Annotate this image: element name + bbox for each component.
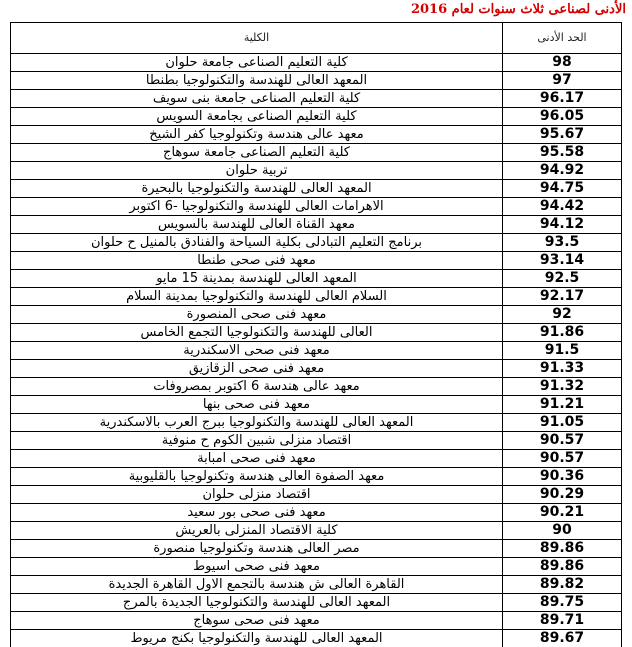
- table-row: [11, 90, 622, 108]
- min-score-cell: 89.75: [503, 594, 622, 612]
- college-name-cell: اقتصاد منزلى شبين الكوم ح منوفية: [11, 432, 503, 450]
- table-row: [11, 306, 622, 324]
- table-row: [11, 252, 622, 270]
- table-row: [11, 576, 622, 594]
- college-name-cell: معهد فنى صحى امبابة: [11, 450, 503, 468]
- college-name-cell: معهد فنى صحى بنها: [11, 396, 503, 414]
- college-name-cell: معهد الصفوة العالى هندسة وتكنولوجيا بالقليوبية: [11, 468, 503, 486]
- header-college: الكلية: [11, 23, 503, 54]
- college-name-cell: المعهد العالى للهندسة والتكنولوجيا بالبحيرة: [11, 180, 503, 198]
- college-name-cell: معهد فنى صحى الزقازيق: [11, 360, 503, 378]
- min-score-cell: 89.82: [503, 576, 622, 594]
- college-name-cell: المعهد العالى للهندسة والتكنولوجيا بكنج مريوط: [11, 630, 503, 647]
- table-row: [11, 180, 622, 198]
- college-name-cell: مصر العالى هندسة وتكنولوجيا منصورة: [11, 540, 503, 558]
- min-score-cell: 90.57: [503, 432, 622, 450]
- college-name-cell: المعهد العالى للهندسة والتكنولوجيا ببرج العرب بالاسكندرية: [11, 414, 503, 432]
- table-row: [11, 72, 622, 90]
- min-score-cell: 90.36: [503, 468, 622, 486]
- min-score-cell: 90: [503, 522, 622, 540]
- table-header-row: [11, 23, 622, 54]
- college-name-cell: العالى للهندسة والتكنولوجيا التجمع الخامس: [11, 324, 503, 342]
- min-score-cell: 94.92: [503, 162, 622, 180]
- min-score-cell: 96.05: [503, 108, 622, 126]
- college-name-cell: برنامج التعليم التبادلى بكلية السياحة والفنادق بالمنيل ح حلوان: [11, 234, 503, 252]
- college-name-cell: كلية التعليم الصناعى جامعة حلوان: [11, 54, 503, 72]
- min-score-cell: 93.14: [503, 252, 622, 270]
- min-score-cell: 90.29: [503, 486, 622, 504]
- college-name-cell: اقتصاد منزلى حلوان: [11, 486, 503, 504]
- table-row: [11, 108, 622, 126]
- min-score-cell: 91.33: [503, 360, 622, 378]
- results-table: [10, 22, 622, 647]
- min-score-cell: 91.5: [503, 342, 622, 360]
- min-score-cell: 90.57: [503, 450, 622, 468]
- min-score-cell: 91.32: [503, 378, 622, 396]
- table-row: [11, 234, 622, 252]
- table-row: [11, 288, 622, 306]
- college-name-cell: معهد فنى صحى الاسكندرية: [11, 342, 503, 360]
- table-row: [11, 468, 622, 486]
- table-row: [11, 522, 622, 540]
- table-row: [11, 324, 622, 342]
- college-name-cell: معهد فنى صحى اسيوط: [11, 558, 503, 576]
- table-row: [11, 486, 622, 504]
- table-row: [11, 378, 622, 396]
- college-name-cell: كلية التعليم الصناعى جامعة سوهاج: [11, 144, 503, 162]
- college-name-cell: كلية الاقتصاد المنزلى بالعريش: [11, 522, 503, 540]
- min-score-cell: 89.67: [503, 630, 622, 647]
- college-name-cell: المعهد العالى للهندسة والتكنولوجيا الجديدة بالمرج: [11, 594, 503, 612]
- college-name-cell: معهد عالى هندسة وتكنولوجيا كفر الشيخ: [11, 126, 503, 144]
- college-name-cell: معهد عالى هندسة 6 اكتوبر بمصروفات: [11, 378, 503, 396]
- college-name-cell: القاهرة العالى ش هندسة بالتجمع الاول القاهرة الجديدة: [11, 576, 503, 594]
- min-score-cell: 94.75: [503, 180, 622, 198]
- college-name-cell: تربية حلوان: [11, 162, 503, 180]
- table-row: [11, 144, 622, 162]
- min-score-cell: 95.58: [503, 144, 622, 162]
- min-score-cell: 93.5: [503, 234, 622, 252]
- college-name-cell: معهد فنى صحى سوهاج: [11, 612, 503, 630]
- college-name-cell: كلية التعليم الصناعى جامعة بنى سويف: [11, 90, 503, 108]
- college-name-cell: معهد فنى صحى طنطا: [11, 252, 503, 270]
- table-row: [11, 126, 622, 144]
- min-score-cell: 89.86: [503, 558, 622, 576]
- min-score-cell: 97: [503, 72, 622, 90]
- min-score-cell: 92: [503, 306, 622, 324]
- table-row: [11, 360, 622, 378]
- table-row: [11, 216, 622, 234]
- min-score-cell: 89.71: [503, 612, 622, 630]
- min-score-cell: 94.42: [503, 198, 622, 216]
- min-score-cell: 91.86: [503, 324, 622, 342]
- min-score-cell: 91.05: [503, 414, 622, 432]
- table-row: [11, 504, 622, 522]
- min-score-cell: 91.21: [503, 396, 622, 414]
- min-score-cell: 92.17: [503, 288, 622, 306]
- min-score-cell: 98: [503, 54, 622, 72]
- college-name-cell: معهد فنى صحى المنصورة: [11, 306, 503, 324]
- page-title: الأدنى لصناعى ثلاث سنوات لعام 2016: [411, 2, 626, 17]
- table-row: [11, 540, 622, 558]
- table-row: [11, 342, 622, 360]
- table-row: [11, 396, 622, 414]
- table-row: [11, 594, 622, 612]
- table-row: [11, 558, 622, 576]
- college-name-cell: الاهرامات العالى للهندسة والتكنولوجيا -6 اكتوبر: [11, 198, 503, 216]
- table-row: [11, 630, 622, 647]
- college-name-cell: معهد فنى صحى بور سعيد: [11, 504, 503, 522]
- table-row: [11, 612, 622, 630]
- table-row: [11, 270, 622, 288]
- college-name-cell: السلام العالى للهندسة والتكنولوجيا بمدينة السلام: [11, 288, 503, 306]
- table-row: [11, 162, 622, 180]
- college-name-cell: معهد القناة العالى للهندسة بالسويس: [11, 216, 503, 234]
- college-name-cell: كلية التعليم الصناعى بجامعة السويس: [11, 108, 503, 126]
- header-min-score: الحد الأدنى: [503, 23, 622, 54]
- min-score-cell: 95.67: [503, 126, 622, 144]
- min-score-cell: 96.17: [503, 90, 622, 108]
- table-row: [11, 198, 622, 216]
- table-row: [11, 54, 622, 72]
- min-score-cell: 92.5: [503, 270, 622, 288]
- table-row: [11, 432, 622, 450]
- min-score-cell: 90.21: [503, 504, 622, 522]
- college-name-cell: المعهد العالى للهندسة والتكنولوجيا بطنطا: [11, 72, 503, 90]
- table-row: [11, 414, 622, 432]
- table-row: [11, 450, 622, 468]
- college-name-cell: المعهد العالى للهندسة بمدينة 15 مايو: [11, 270, 503, 288]
- min-score-cell: 89.86: [503, 540, 622, 558]
- min-score-cell: 94.12: [503, 216, 622, 234]
